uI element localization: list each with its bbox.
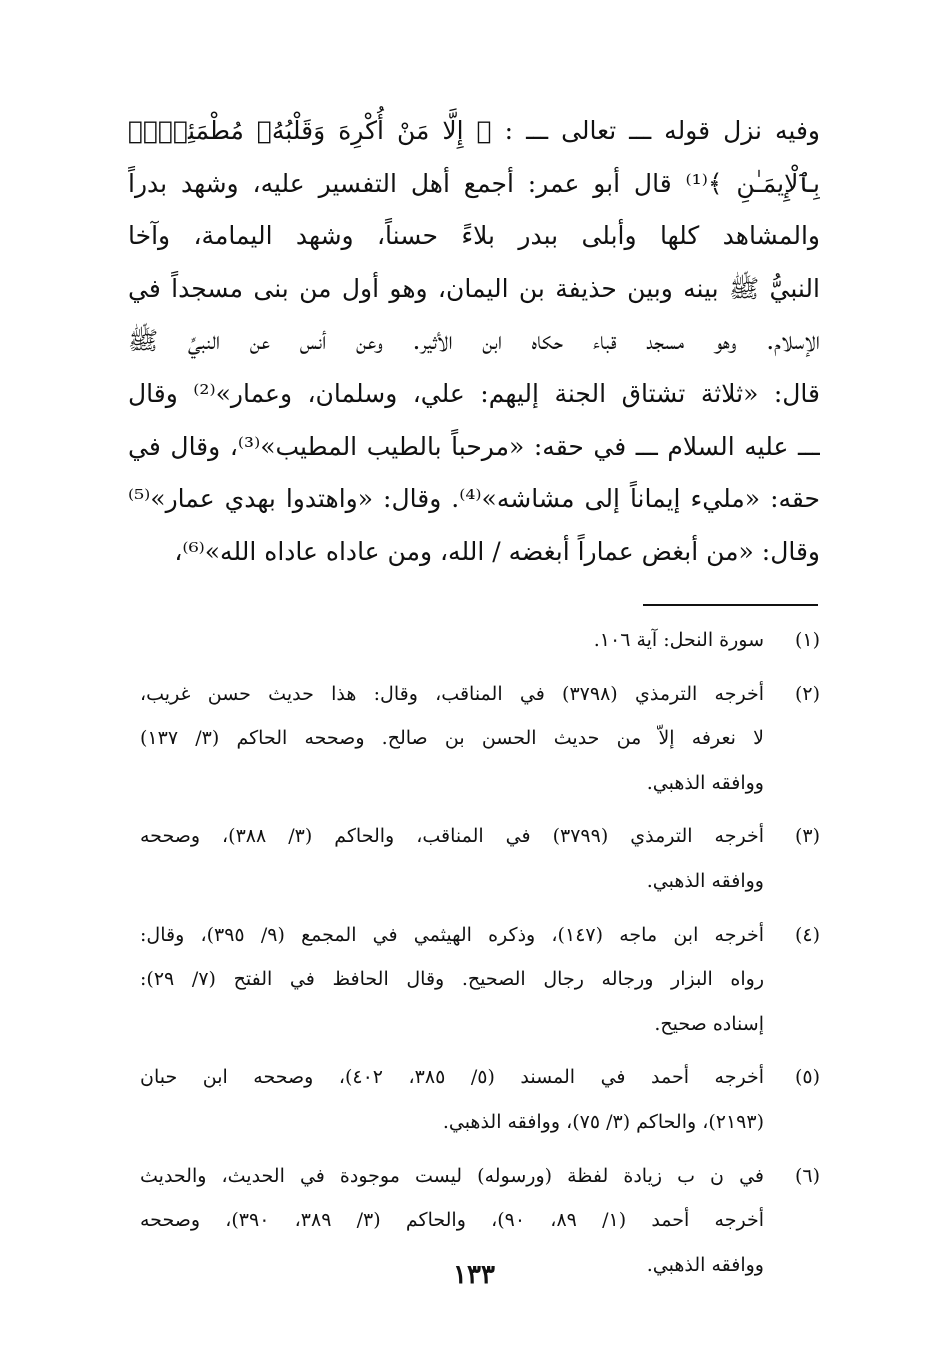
footnote-text <box>140 1055 764 1144</box>
body-line: قال: «ثلاثة تشتاق الجنة إليهم: علي، وسلمان، وعمار»⁽²⁾ وقال <box>128 378 820 408</box>
footnote-number: (١) <box>794 629 820 651</box>
footnote-line: أخرجه ابن ماجه (١٤٧)، وذكره الهيثمي في المجمع (٩/ ٣٩٥)، وقال: <box>140 923 764 946</box>
footnote-line: ووافقه الذهبي. <box>646 1253 764 1276</box>
footnote-number: (٥) <box>794 1066 820 1089</box>
footnote-number: (٢) <box>794 682 820 705</box>
footnote-line: أخرجه الترمذي (٣٧٩٩) في المناقب، والحاكم (٣/ ٣٨٨)، وصححه <box>140 825 764 848</box>
footnote-line: لا نعرفه إلاّ من حديث الحسن بن صالح. وصححه الحاكم (٣/ ١٣٧) <box>140 727 764 750</box>
footnote-line: أخرجه الترمذي (٣٧٩٨) في المناقب، وقال: هذا حديث حسن غريب، <box>140 682 764 705</box>
main-text <box>128 105 820 578</box>
footnote-2 <box>140 672 820 806</box>
footnote-text <box>140 913 764 1047</box>
footnote-text <box>140 672 764 806</box>
footnote-line: أخرجه أحمد (١/ ٨٩، ٩٠)، والحاكم (٣/ ٣٨٩، ٣٩٠)، وصححه <box>140 1209 764 1232</box>
footnote-text <box>140 618 764 663</box>
footnote-line: (٢١٩٣)، والحاكم (٣/ ٧٥)، ووافقه الذهبي. <box>442 1110 764 1133</box>
footnote-number: (٣) <box>794 825 820 848</box>
body-line: والمشاهد كلها وأبلى ببدر بلاءً حسناً، وشهد اليمامة، وآخا <box>128 221 820 251</box>
body-line: بِٱلْإِيمَـٰنِ ﴾⁽¹⁾ قال أبو عمر: أجمع أهل التفسير عليه، وشهد بدراً <box>128 168 820 198</box>
body-line: وقال: «من أبغض عماراً أبغضه / الله، ومن عاداه عاداه الله»⁽⁶⁾، <box>174 536 820 566</box>
page-number: ١٣٣ <box>453 1260 495 1290</box>
body-line: النبيُّ ﷺ بينه وبين حذيفة بن اليمان، وهو أول من بنى مسجداً في <box>128 273 820 303</box>
footnote-separator <box>643 604 818 606</box>
body-line: ـــ عليه السلام ـــ في حقه: «مرحباً بالطيب المطيب»⁽³⁾، وقال في <box>128 431 820 461</box>
footnote-line: إسناده صحيح. <box>654 1012 764 1035</box>
footnote-4 <box>140 913 820 1047</box>
footnote-line: ووافقه الذهبي. <box>646 771 764 794</box>
footnote-number: (٤) <box>794 923 820 946</box>
footnotes <box>140 618 820 1296</box>
footnote-text <box>140 814 764 903</box>
body-line: حقه: «مليء إيماناً إلى مشاشه»⁽⁴⁾. وقال: «واهتدوا بهدي عمار»⁽⁵⁾ <box>128 484 820 514</box>
footnote-line: رواه البزار ورجاله رجال الصحيح. وقال الحافظ في الفتح (٧/ ٢٩): <box>140 968 764 991</box>
footnote-5 <box>140 1055 820 1144</box>
footnote-line: سورة النحل: آية ١٠٦. <box>593 629 764 651</box>
footnote-line: في ن ب زيادة لفظة (ورسوله) ليست موجودة في الحديث، والحديث <box>140 1164 764 1187</box>
body-line: الإسلام. وهو مسجد قباء حكاه ابن الأثير. وعن أنس عن النبيِّ ﷺ <box>128 326 820 356</box>
footnote-number: (٦) <box>794 1164 820 1187</box>
footnote-3 <box>140 814 820 903</box>
footnote-line: أخرجه أحمد في المسند (٥/ ٣٨٥، ٤٠٢)، وصححه ابن حبان <box>140 1066 764 1089</box>
footnote-line: ووافقه الذهبي. <box>646 869 764 892</box>
footnote-1 <box>140 618 820 663</box>
body-line: وفيه نزل قوله ـــ تعالى ـــ : ﴿ إِلَّا مَنْ أُكْرِهَ وَقَلْبُهُۥ مُطْمَئِنٌّۢ <box>128 116 820 145</box>
